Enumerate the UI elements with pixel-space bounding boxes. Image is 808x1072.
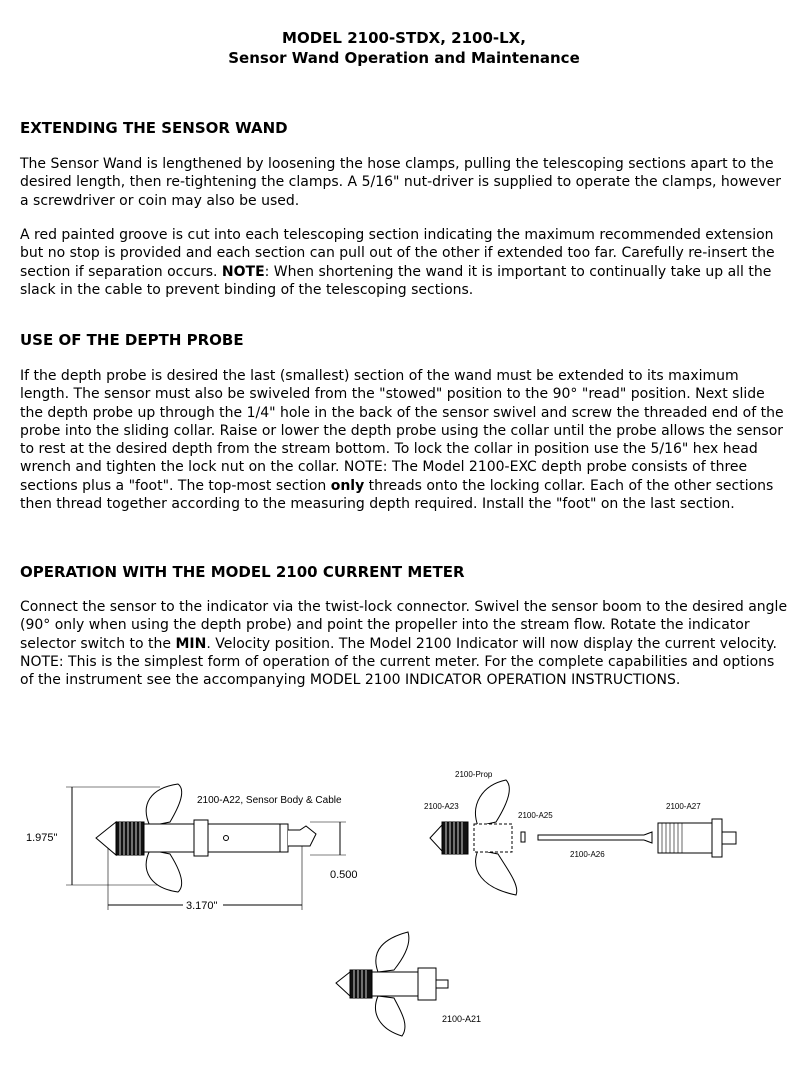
label-a27: 2100-A27 [666,802,701,811]
page-title-line1: MODEL 2100-STDX, 2100-LX, [282,29,526,47]
paragraph-operation [20,598,790,689]
label-a21: 2100-A21 [442,1014,482,1024]
page-title-line2: Sensor Wand Operation and Maintenance [228,49,580,67]
label-a25: 2100-A25 [518,811,553,820]
text-run: A red painted groove is cut into each telescoping section indicating the maximum recommended extension but no stop is provided and each section can pull out of the other if extended too far. Carefully re-insert the section if separation occurs. [20,227,775,280]
text-run: threads onto the locking collar. Each of the other sections then thread together according to the measuring depth required. Install the "foot" on the last section. [20,477,774,513]
paragraph-depth-probe [20,367,790,513]
text-run: If the depth probe is desired the last (smallest) section of the wand must be extended to its maximum length. The sensor must also be swiveled from the "stowed" position to the 90° "read" position. Next slide the depth probe up through the 1/4" hole in the back of the sensor swivel and screw the threaded end of the probe into the sliding collar. Raise or lower the depth probe using the collar until the probe allows the sensor to rest at the desired depth from the stream bottom. To lock the collar in position use the 5/16" hex head wrench and tighten the lock nut on the collar. NOTE: The Model 2100-EXC depth probe consists of three sections plus a "foot". The top-most section [20,368,784,494]
paragraph-extending-2 [20,226,790,299]
text-run: : When shortening the wand it is important to continually take up all the slack in the cable to prevent binding of the telescoping sections. [20,263,772,298]
text-run: Connect the sensor to the indicator via the twist-lock connector. Swivel the sensor boom to the desired angle (90° only when using the depth probe) and point the propeller into the stream flow. Rotate the indicator selector switch to the [20,599,788,652]
text-run: . Velocity position. The Model 2100 Indicator will now display the current velocity. NOTE: This is the simplest form of operation of the current meter. For the complete capabilities and options of the instrument see the accompanying MODEL 2100 INDICATOR OPERATION INSTRUCTIONS. [20,635,777,689]
emphasis-min: MIN [175,635,207,652]
note-label: NOTE [221,263,265,280]
label-a23: 2100-A23 [424,802,459,811]
paragraph-extending-1: The Sensor Wand is lengthened by loosening the hose clamps, pulling the telescoping sections apart to the desired length, then re-tightening the clamps. A 5/16" nut-driver is supplied to operate the clamps, however a screwdriver or coin may also be used. [20,156,782,209]
heading-depth-probe: USE OF THE DEPTH PROBE [20,331,244,349]
label-dim-height: 1.975" [26,832,58,844]
heading-operation: OPERATION WITH THE MODEL 2100 CURRENT METER [20,563,465,581]
label-a26: 2100-A26 [570,850,605,859]
emphasis-only: only [330,477,365,494]
label-dim-length: 3.170" [186,900,218,912]
label-prop: 2100-Prop [455,770,493,779]
label-dim-shaft: 0.500 [330,869,358,881]
label-sensor-body: 2100-A22, Sensor Body & Cable [197,795,342,806]
sensor-assembly-diagram [0,740,808,1072]
heading-extending: EXTENDING THE SENSOR WAND [20,119,288,137]
